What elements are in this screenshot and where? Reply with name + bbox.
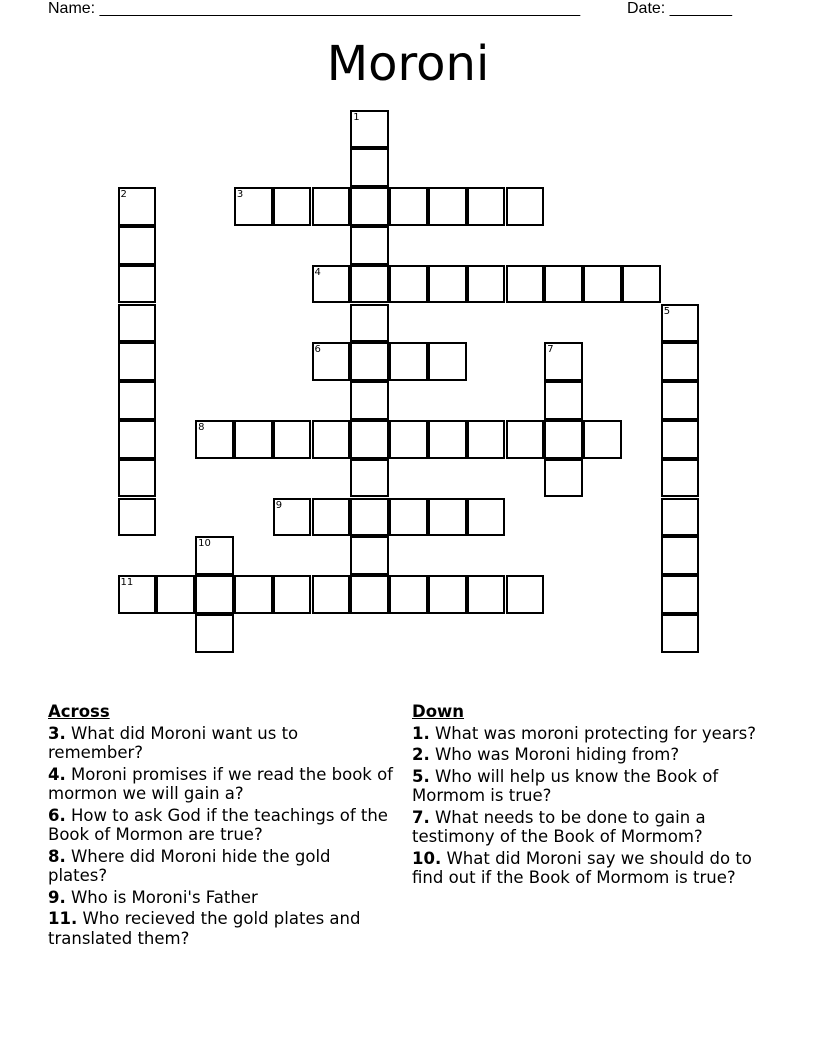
grid-cell[interactable] [195,614,234,653]
cell-number: 7 [547,344,554,356]
grid-cell[interactable] [583,420,622,459]
clue-text: Who was Moroni hiding from? [429,745,680,764]
clue-text: How to ask God if the teachings of the Book of Mormon are true? [48,805,388,844]
grid-cell[interactable] [544,459,583,498]
grid-cell[interactable] [389,575,428,614]
grid-cell[interactable] [312,575,351,614]
grid-cell[interactable] [467,498,506,537]
name-field-label: Name: ______________________________________________________ [48,0,581,17]
grid-cell[interactable] [661,420,700,459]
grid-cell[interactable] [312,265,351,304]
grid-cell[interactable] [118,498,157,537]
grid-cell[interactable] [350,110,389,149]
across-clues [48,702,393,950]
grid-cell[interactable] [118,575,157,614]
grid-cell[interactable] [118,265,157,304]
clue-text: Who will help us know the Book of Mormom is true? [412,766,719,805]
grid-cell[interactable] [467,575,506,614]
grid-cell[interactable] [312,342,351,381]
clue-item [412,767,767,806]
grid-cell[interactable] [428,187,467,226]
clue-text: Where did Moroni hide the gold plates? [48,846,331,885]
grid-cell[interactable] [467,187,506,226]
grid-cell[interactable] [506,187,545,226]
cell-number: 9 [275,499,283,511]
grid-cell[interactable] [312,420,351,459]
grid-cell[interactable] [389,187,428,226]
cell-number: 1 [353,111,360,123]
grid-cell[interactable] [350,187,389,226]
grid-cell[interactable] [389,420,428,459]
across-heading: Across [48,702,110,721]
grid-cell[interactable] [428,420,467,459]
cell-number: 8 [198,421,205,433]
clue-item [412,808,767,847]
cell-number: 11 [120,577,134,589]
grid-cell[interactable] [661,304,700,343]
grid-cell[interactable] [389,265,428,304]
clue-number: 1. [412,723,430,743]
down-heading: Down [412,702,465,721]
clue-text: Who is Moroni's Father [65,887,258,907]
clue-item [412,724,767,744]
clue-text: What needs to be done to gain a testimony of the Book of Mormom? [412,807,706,846]
grid-cell[interactable] [506,575,545,614]
cell-number: 5 [663,305,671,317]
grid-cell[interactable] [350,536,389,575]
grid-cell[interactable] [350,342,389,381]
clue-text: What was moroni protecting for years? [429,723,757,743]
grid-cell[interactable] [661,536,700,575]
grid-cell[interactable] [506,420,545,459]
grid-cell[interactable] [273,187,312,226]
grid-cell[interactable] [312,187,351,226]
grid-cell[interactable] [118,187,157,226]
grid-cell[interactable] [544,342,583,381]
grid-cell[interactable] [544,381,583,420]
grid-cell[interactable] [273,498,312,537]
grid-cell[interactable] [583,265,622,304]
grid-cell[interactable] [118,226,157,265]
grid-cell[interactable] [195,575,234,614]
grid-cell[interactable] [350,420,389,459]
grid-cell[interactable] [195,420,234,459]
grid-cell[interactable] [661,614,700,653]
clue-number: 8. [48,846,66,866]
grid-cell[interactable] [118,459,157,498]
down-clues [412,702,767,890]
grid-cell[interactable] [350,381,389,420]
clue-text: Moroni promises if we read the book of mormon we will gain a? [48,764,393,803]
clue-number: 4. [48,764,66,784]
grid-cell[interactable] [195,536,234,575]
across-clue-list [48,724,393,949]
grid-cell[interactable] [350,265,389,304]
grid-cell[interactable] [312,498,351,537]
date-field-label: Date: _______ [627,0,732,17]
cell-number: 10 [198,538,211,550]
down-clue-list [412,724,767,888]
grid-cell[interactable] [661,342,700,381]
grid-cell[interactable] [661,498,700,537]
clue-number: 10. [412,848,442,868]
clue-item [48,724,393,763]
grid-cell[interactable] [350,148,389,187]
grid-cell[interactable] [467,265,506,304]
clue-item [48,909,393,948]
clue-text: Who recieved the gold plates and translated them? [48,909,361,948]
grid-cell[interactable] [350,226,389,265]
grid-cell[interactable] [622,265,661,304]
grid-cell[interactable] [389,498,428,537]
grid-cell[interactable] [350,575,389,614]
grid-cell[interactable] [234,420,273,459]
clue-item [412,745,767,765]
cell-number: 2 [120,189,127,201]
cell-number: 3 [236,189,244,201]
clue-item [48,765,393,804]
grid-cell[interactable] [467,420,506,459]
puzzle-title: Moroni [326,36,490,92]
grid-cell[interactable] [428,575,467,614]
clue-number: 3. [48,723,66,743]
cell-number: 6 [314,344,321,356]
grid-cell[interactable] [234,187,273,226]
grid-cell[interactable] [661,459,700,498]
grid-cell[interactable] [428,498,467,537]
grid-cell[interactable] [389,342,428,381]
clue-number: 9. [48,887,66,907]
grid-cell[interactable] [350,498,389,537]
grid-cell[interactable] [350,304,389,343]
clue-number: 2. [412,745,430,764]
grid-cell[interactable] [506,265,545,304]
clue-text: What did Moroni want us to remember? [48,723,299,762]
grid-cell[interactable] [118,381,157,420]
clue-item [48,806,393,845]
grid-cell[interactable] [428,265,467,304]
grid-cell[interactable] [428,342,467,381]
clue-item [412,849,767,888]
grid-cell[interactable] [661,575,700,614]
grid-cell[interactable] [273,575,312,614]
clue-text: What did Moroni say we should do to find out if the Book of Mormom is true? [412,848,752,887]
grid-cell[interactable] [661,381,700,420]
cell-number: 4 [314,266,321,278]
clue-number: 5. [412,766,430,786]
clue-number: 6. [48,805,66,825]
grid-cell[interactable] [544,420,583,459]
clue-number: 7. [412,807,430,827]
grid-cell[interactable] [273,420,312,459]
clue-number: 11. [48,909,78,928]
grid-cell[interactable] [234,575,273,614]
grid-cell[interactable] [118,304,157,343]
grid-cell[interactable] [118,420,157,459]
clue-item [48,847,393,886]
grid-cell[interactable] [156,575,195,614]
grid-cell[interactable] [544,265,583,304]
grid-cell[interactable] [350,459,389,498]
clue-item [48,888,393,908]
grid-cell[interactable] [118,342,157,381]
